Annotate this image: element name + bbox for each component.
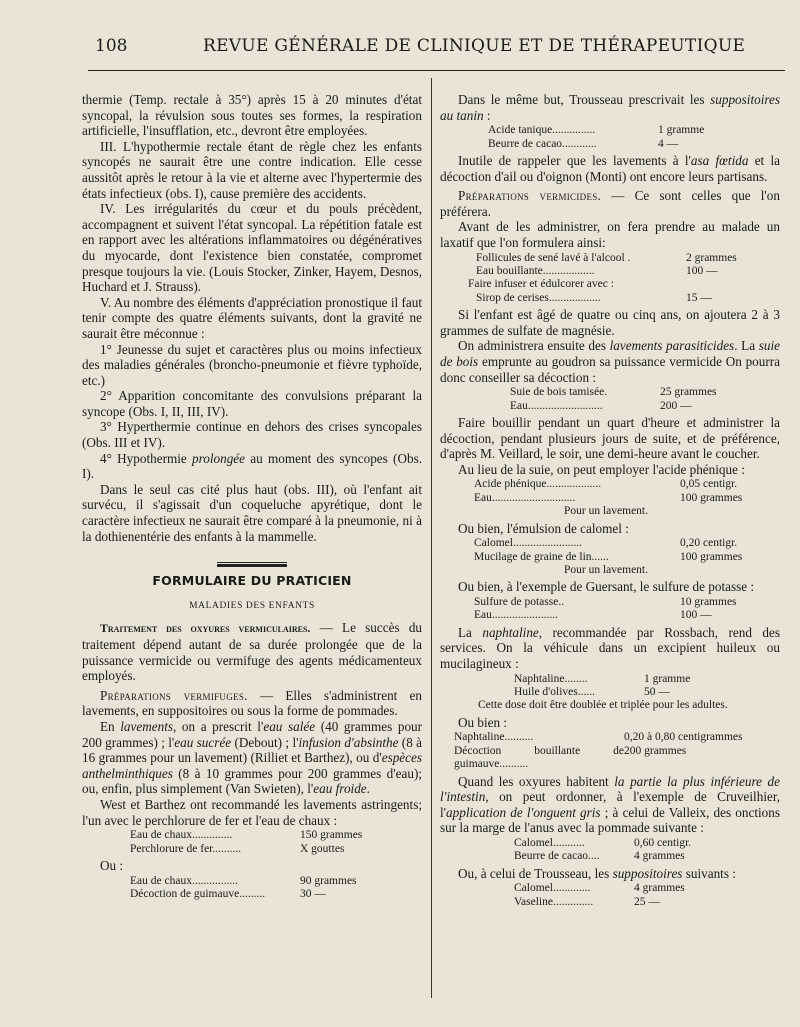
paragraph: Au lieu de la suie, on peut employer l'acide phénique : — [458, 461, 745, 477]
recipe-line: Follicules de sené lavé à l'alcool . 2 grammes — [476, 251, 737, 264]
paragraph: On administrera ensuite des lavements parasiticides. La suie de bois emprunte au goudron sa puissance vermicide On pourra donc conseiller sa décoction : — [440, 338, 781, 385]
paragraph: La naphtaline, recommandée par Rossbach, rend des services. On la véhicule dans un excipient huileux ou mucilagineux : — [440, 624, 780, 671]
paragraph: Avant de les administrer, on fera prendre au malade un laxatif que l'on formulera ainsi: — [440, 219, 780, 250]
recipe-line: Eau.......................... 200 — — [510, 399, 692, 412]
divider — [217, 564, 287, 567]
paragraph: 2° Apparition concomitante des convulsions préparant la syncope (Obs. I, II, III, IV). — [82, 388, 422, 419]
recipe-line: Vaseline.............. 25 — — [514, 895, 660, 908]
subheading: MALADIES DES ENFANTS — [189, 600, 315, 611]
recipe-line: Mucilage de graine de lin...... 100 grammes — [474, 550, 743, 563]
recipe — [440, 537, 780, 577]
paragraph: 3° Hyperthermie continue en dehors des crises syncopales (Obs. III et IV). — [82, 419, 422, 451]
paragraph: Dans le seul cas cité plus haut (obs. III), où l'enfant ait survécu, il s'agissait d'un coqueluche apyrétique, dont le caractère infectieux ne saurait être comparé à la pneumonie, ni à la dothienentérie des enfants à la mammelle. — [82, 481, 422, 544]
recipe-line: Calomel............. 4 grammes — [514, 882, 685, 895]
paragraph: Inutile de rappeler que les lavements à l'asa fœtida et la décoction d'ail ou d'oignon (Monti) ont encore leurs partisans. — [440, 153, 780, 184]
journal-title: REVUE GÉNÉRALE DE CLINIQUE ET DE THÉRAPEUTIQUE — [203, 36, 746, 56]
paragraph: IV. Les irrégularités du cœur et du pouls précèdent, accompagnent et suivent l'état syncopal. La répétition fatale est en rapport avec les altérations inflammatoires ou dégénératives du myocarde, dont l'existence bien constatée, compromet presque toujours la vie. (Louis Stocker, Zinker, Hayem, Desnos, Huchard et J. Strauss). — [82, 201, 422, 295]
recipe — [440, 673, 780, 713]
paragraph: Quand les oxyures habitent la partie la plus inférieure de l'intestin, on peut ordonner, à l'exemple de Cruveilhier, l'application de l'onguent gris ; à celui de Valleix, des onctions sur la marge de l'anus avec la pommade suivante : — [440, 773, 780, 836]
left-column — [82, 92, 422, 903]
recipe-line: Suie de bois tamisée. 25 grammes — [510, 386, 717, 399]
recipe — [440, 731, 780, 771]
recipe-line: Acide tanique............... 1 gramme — [488, 124, 705, 137]
recipe-line: Perchlorure de fer.......... X gouttes — [130, 842, 345, 855]
recipe-line: Décoction bouillante de guimauve.......... 200 grammes — [454, 744, 687, 771]
paragraph: Préparations vermicides. — Ce sont celles que l'on préférera. — [440, 188, 780, 219]
column-divider — [431, 78, 432, 998]
recipe — [440, 882, 780, 909]
paragraph: 1° Jeunesse du sujet et caractères plus ou moins infectieux des maladies générales (broncho-pneumonie et fièvre typhoïde, etc.) — [82, 341, 422, 388]
recipe-note: Pour un lavement. — [564, 505, 648, 518]
recipe-line: Eau bouillante.................. 100 — — [476, 264, 718, 277]
recipe — [440, 124, 780, 151]
paragraph: Faire bouillir pendant un quart d'heure et administrer la décoction, pendant plusieurs jours de suite, et de préférence, d'après M. Veillard, le soir, une demi-heure avant le coucher. — [440, 414, 780, 462]
paragraph: Dans le même but, Trousseau prescrivait les suppositoires au tanin : — [440, 92, 780, 123]
recipe-line: Naphtaline.......... 0,20 à 0,80 centigrammes — [454, 731, 743, 744]
paragraph: V. Au nombre des éléments d'appréciation pronostique il faut tenir compte des quatre éléments suivants, dont la gravité ne saurait être méconnue : — [82, 294, 422, 341]
recipe-line: Sulfure de potasse.. 10 grammes — [474, 595, 737, 608]
paragraph: Traitement des oxyures vermiculaires. — Le succès du traitement dépend autant de sa durée prolongée que de la puissance vermicide ou vermifuge des agents médicamenteux employés. — [82, 620, 423, 684]
paragraph: Préparations vermifuges. — Elles s'administrent en lavements, en suppositoires ou sous la forme de pommades. — [82, 687, 422, 719]
section-title: FORMULAIRE DU PRATICIEN — [152, 573, 352, 589]
recipe-line: Décoction de guimauve......... 30 — — [130, 887, 326, 900]
recipe-note: Pour un lavement. — [564, 563, 648, 576]
paragraph: West et Barthez ont recommandé les lavements astringents; l'un avec le perchlorure de fer et l'eau de chaux : — [82, 796, 422, 828]
recipe — [440, 478, 780, 518]
recipe-line: Naphtaline........ 1 gramme — [514, 672, 691, 685]
recipe — [440, 596, 780, 623]
recipe-line: Calomel........................ 0,20 centigr. — [474, 537, 738, 550]
header-rule — [88, 70, 785, 71]
formulary-heading — [82, 562, 422, 589]
recipe-line: Eau....................... 100 — — [474, 609, 712, 622]
paragraph: Ou bien : — [458, 714, 508, 730]
recipe — [82, 829, 422, 856]
recipe — [440, 386, 780, 413]
paragraph: Si l'enfant est âgé de quatre ou cinq ans, on ajoutera 2 à 3 grammes de sulfate de magnésie. — [440, 307, 780, 338]
recipe-line: Eau............................. 100 grammes — [474, 491, 743, 504]
right-column — [440, 92, 780, 911]
recipe-note: Cette dose doit être doublée et triplée pour les adultes. — [478, 699, 728, 712]
page-number: 108 — [95, 36, 128, 56]
recipe — [440, 837, 780, 864]
recipe-line: Beurre de cacao............ 4 — — [488, 137, 679, 150]
recipe-note: Faire infuser et édulcorer avec : — [468, 278, 614, 291]
paragraph: III. L'hypothermie rectale étant de règle chez les enfants syncopés ne saurait être une contre indication. Elle cesse aussitôt après le retour à la vie et alterne avec l'hypertermie des états infectieux (obs. I), cause première des accidents. — [82, 138, 422, 201]
paragraph: Ou, à celui de Trousseau, les suppositoires suivants : — [458, 865, 736, 881]
paragraph: Ou bien, à l'exemple de Guersant, le sulfure de potasse : — [458, 579, 755, 595]
recipe-line: Beurre de cacao.... 4 grammes — [514, 850, 685, 863]
page-header — [95, 36, 785, 60]
recipe-line: Calomel........... 0,60 centigr. — [514, 836, 692, 849]
paragraph: Ou : — [100, 857, 124, 873]
recipe — [82, 875, 422, 902]
recipe-line: Huile d'olives...... 50 — — [514, 685, 670, 698]
recipe — [440, 252, 780, 306]
recipe-line: Eau de chaux................ 90 grammes — [130, 874, 357, 887]
paragraph: Ou bien, l'émulsion de calomel : — [458, 520, 629, 536]
paragraph: thermie (Temp. rectale à 35°) après 15 à 20 minutes d'état syncopal, la révulsion sous toutes ses formes, la respiration artificielle, l'insufflation, etc., devront être employées. — [82, 92, 422, 139]
recipe-line: Sirop de cerises.................. 15 — — [476, 291, 712, 304]
recipe-line: Acide phénique................... 0,05 centigr. — [474, 478, 738, 491]
paragraph: En lavements, on a prescrit l'eau salée (40 grammes pour 200 grammes) ; l'eau sucrée (Debout) ; l'infusion d'absinthe (8 à 16 grammes pour un lavement) (Rilliet et Barthez), ou d'espèces anthelminthiques (8 à 10 grammes pour 200 grammes d'eau); ou, enfin, plus simplement (Van Swieten), l'eau froide. — [82, 718, 423, 797]
recipe-line: Eau de chaux.............. 150 grammes — [130, 829, 363, 842]
divider — [217, 562, 287, 563]
paragraph: 4° Hypothermie prolongée au moment des syncopes (Obs. I). — [82, 450, 422, 482]
